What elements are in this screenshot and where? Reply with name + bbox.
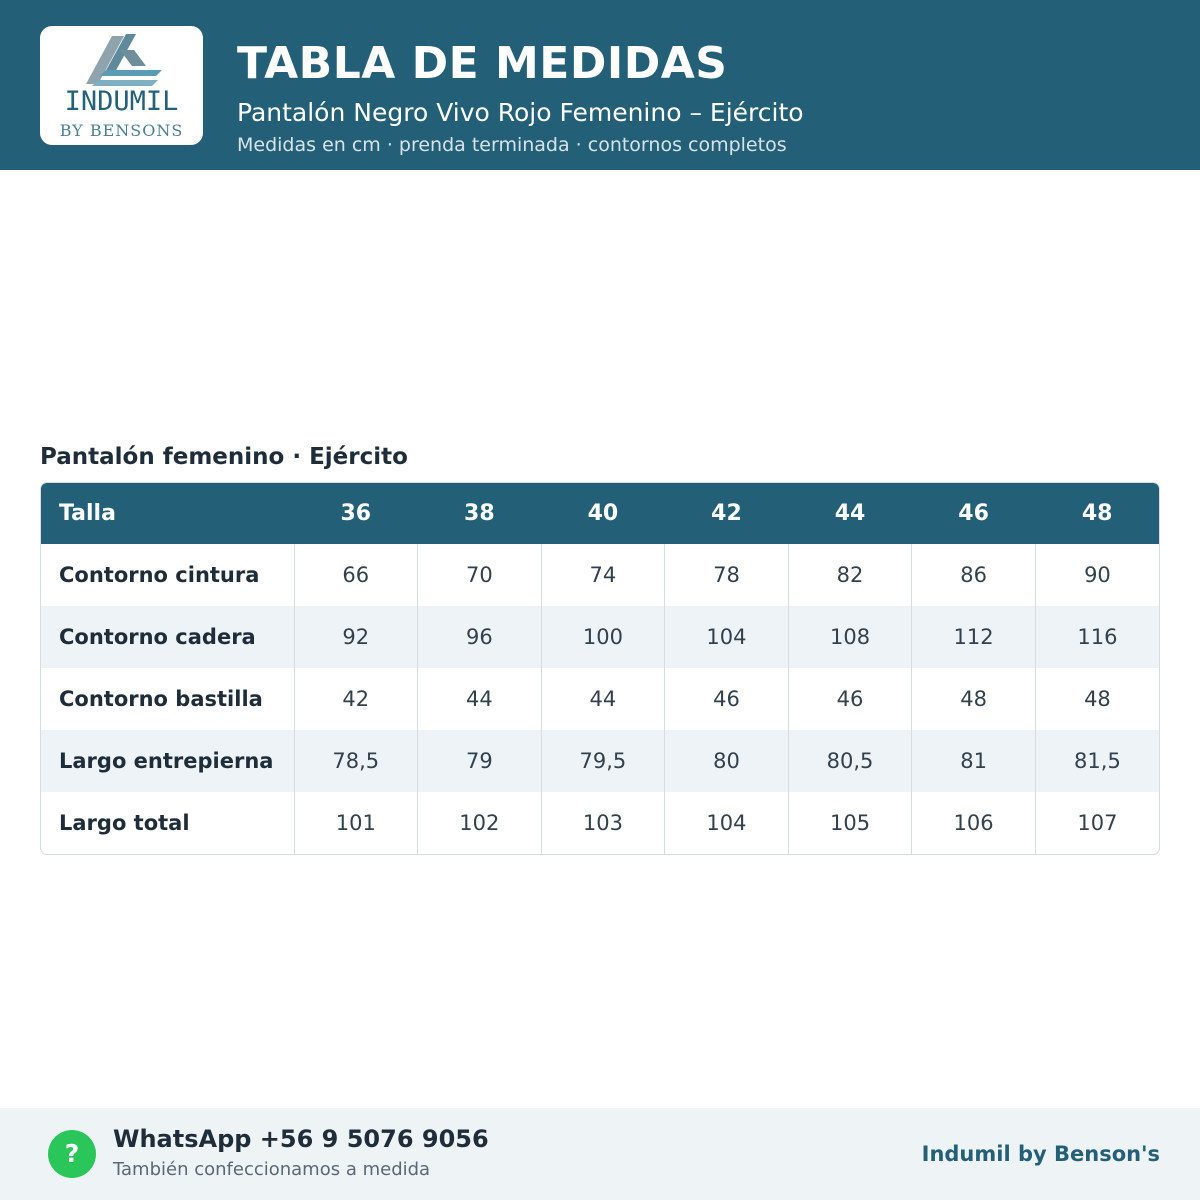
table-row	[41, 792, 1159, 854]
table-cell: 79	[418, 730, 542, 792]
table-cell: 44	[541, 668, 665, 730]
header-cell-talla: Talla	[59, 501, 116, 526]
table-cell: 82	[788, 544, 912, 606]
header-cell-size: 48	[1081, 501, 1113, 526]
table-cell: 46	[788, 668, 912, 730]
header-cell-size: 42	[711, 501, 742, 526]
table-cell: 90	[1035, 544, 1159, 606]
row-label: Largo entrepierna	[59, 749, 274, 773]
brand-name: Indumil by Benson's	[921, 1142, 1160, 1166]
header-banner	[0, 0, 1200, 170]
table-cell: 104	[665, 792, 789, 854]
row-label: Contorno cintura	[59, 563, 260, 587]
table-cell: 81	[912, 730, 1036, 792]
table-cell: 80,5	[788, 730, 912, 792]
logo-wordmark: INDUMIL	[64, 86, 179, 117]
table-cell: 80	[665, 730, 789, 792]
table-cell: 102	[418, 792, 542, 854]
table-cell: 42	[294, 668, 418, 730]
table-cell: 48	[912, 668, 1036, 730]
table-cell: 66	[294, 544, 418, 606]
table-cell: 44	[418, 668, 542, 730]
table-cell: 100	[541, 606, 665, 668]
table-cell: 74	[541, 544, 665, 606]
table-cell: 104	[665, 606, 789, 668]
row-label: Largo total	[59, 811, 190, 835]
table-cell: 48	[1035, 668, 1159, 730]
table-cell: 105	[788, 792, 912, 854]
brand-logo	[40, 26, 203, 145]
header-cell-size: 46	[958, 501, 989, 526]
size-table	[40, 482, 1160, 855]
custom-made-note: También confeccionamos a medida	[113, 1159, 431, 1180]
table-header-row	[41, 483, 1159, 544]
table-cell: 116	[1035, 606, 1159, 668]
table-row	[41, 544, 1159, 606]
table-cell: 79,5	[541, 730, 665, 792]
table-cell: 108	[788, 606, 912, 668]
product-subtitle: Pantalón Negro Vivo Rojo Femenino – Ejército	[237, 98, 804, 127]
table-cell: 107	[1035, 792, 1159, 854]
table-row	[41, 730, 1159, 792]
whatsapp-contact[interactable]: WhatsApp +56 9 5076 9056	[113, 1125, 489, 1153]
table-cell: 86	[912, 544, 1036, 606]
page-title: TABLA DE MEDIDAS	[237, 38, 728, 89]
table-cell: 78,5	[294, 730, 418, 792]
table-cell: 92	[294, 606, 418, 668]
table-cell: 81,5	[1035, 730, 1159, 792]
units-note: Medidas en cm · prenda terminada · contornos completos	[237, 134, 787, 156]
header-cell-size: 40	[587, 501, 619, 526]
table-cell: 106	[912, 792, 1036, 854]
row-label: Contorno cadera	[59, 625, 256, 649]
header-cell-size: 38	[464, 501, 495, 526]
table-cell: 103	[541, 792, 665, 854]
table-cell: 78	[665, 544, 789, 606]
header-cell-size: 44	[834, 501, 866, 526]
header-cell-size: 36	[340, 501, 372, 526]
help-icon[interactable]: ?	[48, 1130, 96, 1178]
logo-tagline: BY BENSONS	[59, 121, 184, 140]
table-cell: 46	[665, 668, 789, 730]
table-cell: 101	[294, 792, 418, 854]
logo-mark-icon	[84, 30, 164, 88]
table-cell: 112	[912, 606, 1036, 668]
section-title: Pantalón femenino · Ejército	[40, 444, 408, 470]
table-row	[41, 668, 1159, 730]
table-cell: 96	[418, 606, 542, 668]
table-cell: 70	[418, 544, 542, 606]
table-row	[41, 606, 1159, 668]
row-label: Contorno bastilla	[59, 687, 263, 711]
footer-bar	[0, 1108, 1200, 1200]
